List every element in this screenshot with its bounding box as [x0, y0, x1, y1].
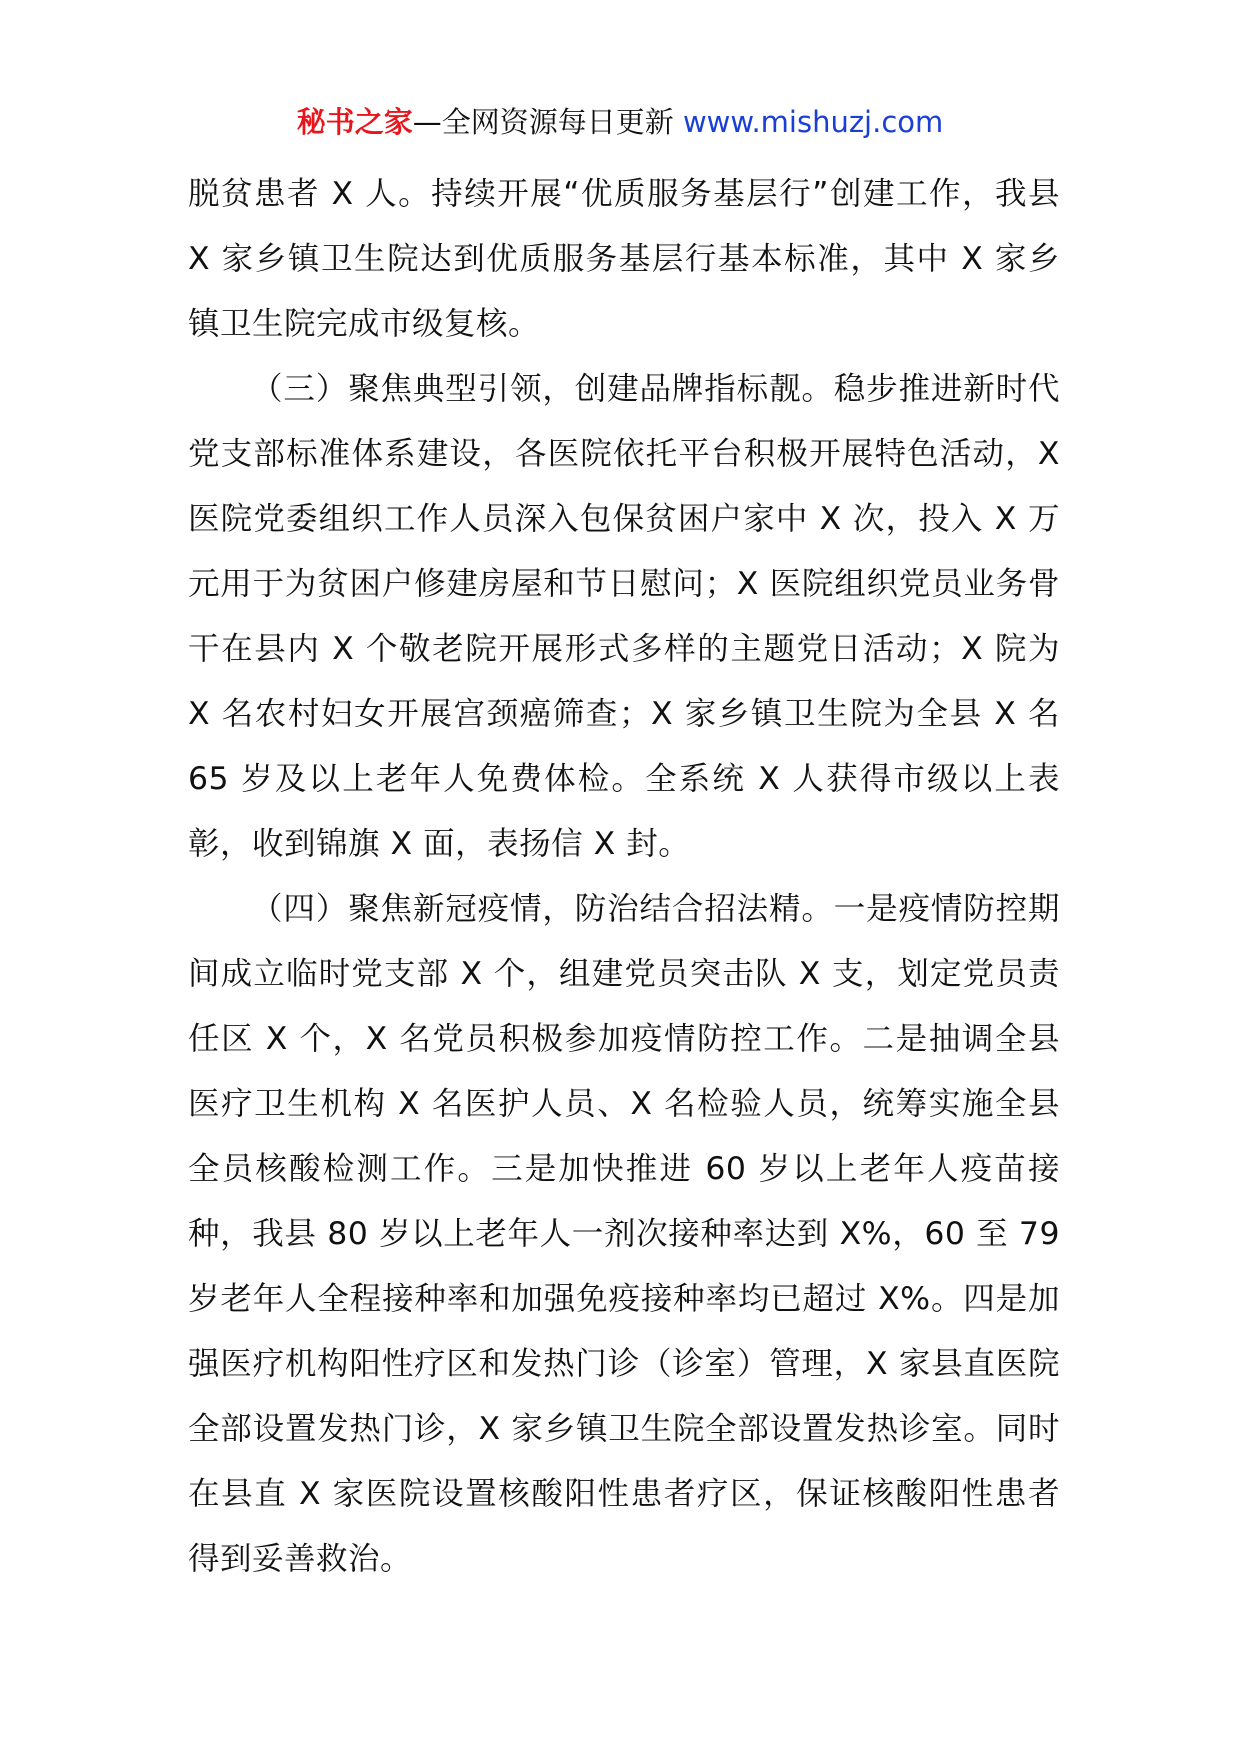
document-body [188, 162, 1060, 1592]
paragraph-continuation: 脱贫患者 X 人。持续开展“优质服务基层行”创建工作，我县 X 家乡镇卫生院达到优质服务基层行基本标准，其中 X 家乡镇卫生院完成市级复核。 [188, 176, 1060, 342]
site-url[interactable]: www.mishuzj.com [682, 105, 944, 139]
paragraph-section-4: （四）聚焦新冠疫情，防治结合招法精。一是疫情防控期间成立临时党支部 X 个，组建党员突击队 X 支，划定党员责任区 X 个，X 名党员积极参加疫情防控工作。二是抽调全县医疗卫生机构 X 名医护人员、X 名检验人员，统筹实施全县全员核酸检测工作。三是加快推进 60 岁以上老年人疫苗接种，我县 80 岁以上老年人一剂次接种率达到 X%，60 至 79 岁老年人全程接种率和加强免疫接种率均已超过 X%。四是加强医疗机构阳性疗区和发热门诊（诊室）管理，X 家县直医院全部设置发热门诊，X 家乡镇卫生院全部设置发热诊室。同时在县直 X 家医院设置核酸阳性患者疗区，保证核酸阳性患者得到妥善救治。 [188, 891, 1060, 1577]
site-tagline: —全网资源每日更新 [412, 105, 683, 139]
site-header [0, 102, 1240, 142]
site-brand: 秘书之家 [296, 105, 413, 139]
paragraph-section-3: （三）聚焦典型引领，创建品牌指标靓。稳步推进新时代党支部标准体系建设，各医院依托平台积极开展特色活动，X 医院党委组织工作人员深入包保贫困户家中 X 次，投入 X 万元用于为贫困户修建房屋和节日慰问；X 医院组织党员业务骨干在县内 X 个敬老院开展形式多样的主题党日活动；X 院为 X 名农村妇女开展宫颈癌筛查；X 家乡镇卫生院为全县 X 名 65 岁及以上老年人免费体检。全系统 X 人获得市级以上表彰，收到锦旗 X 面，表扬信 X 封。 [188, 371, 1060, 862]
